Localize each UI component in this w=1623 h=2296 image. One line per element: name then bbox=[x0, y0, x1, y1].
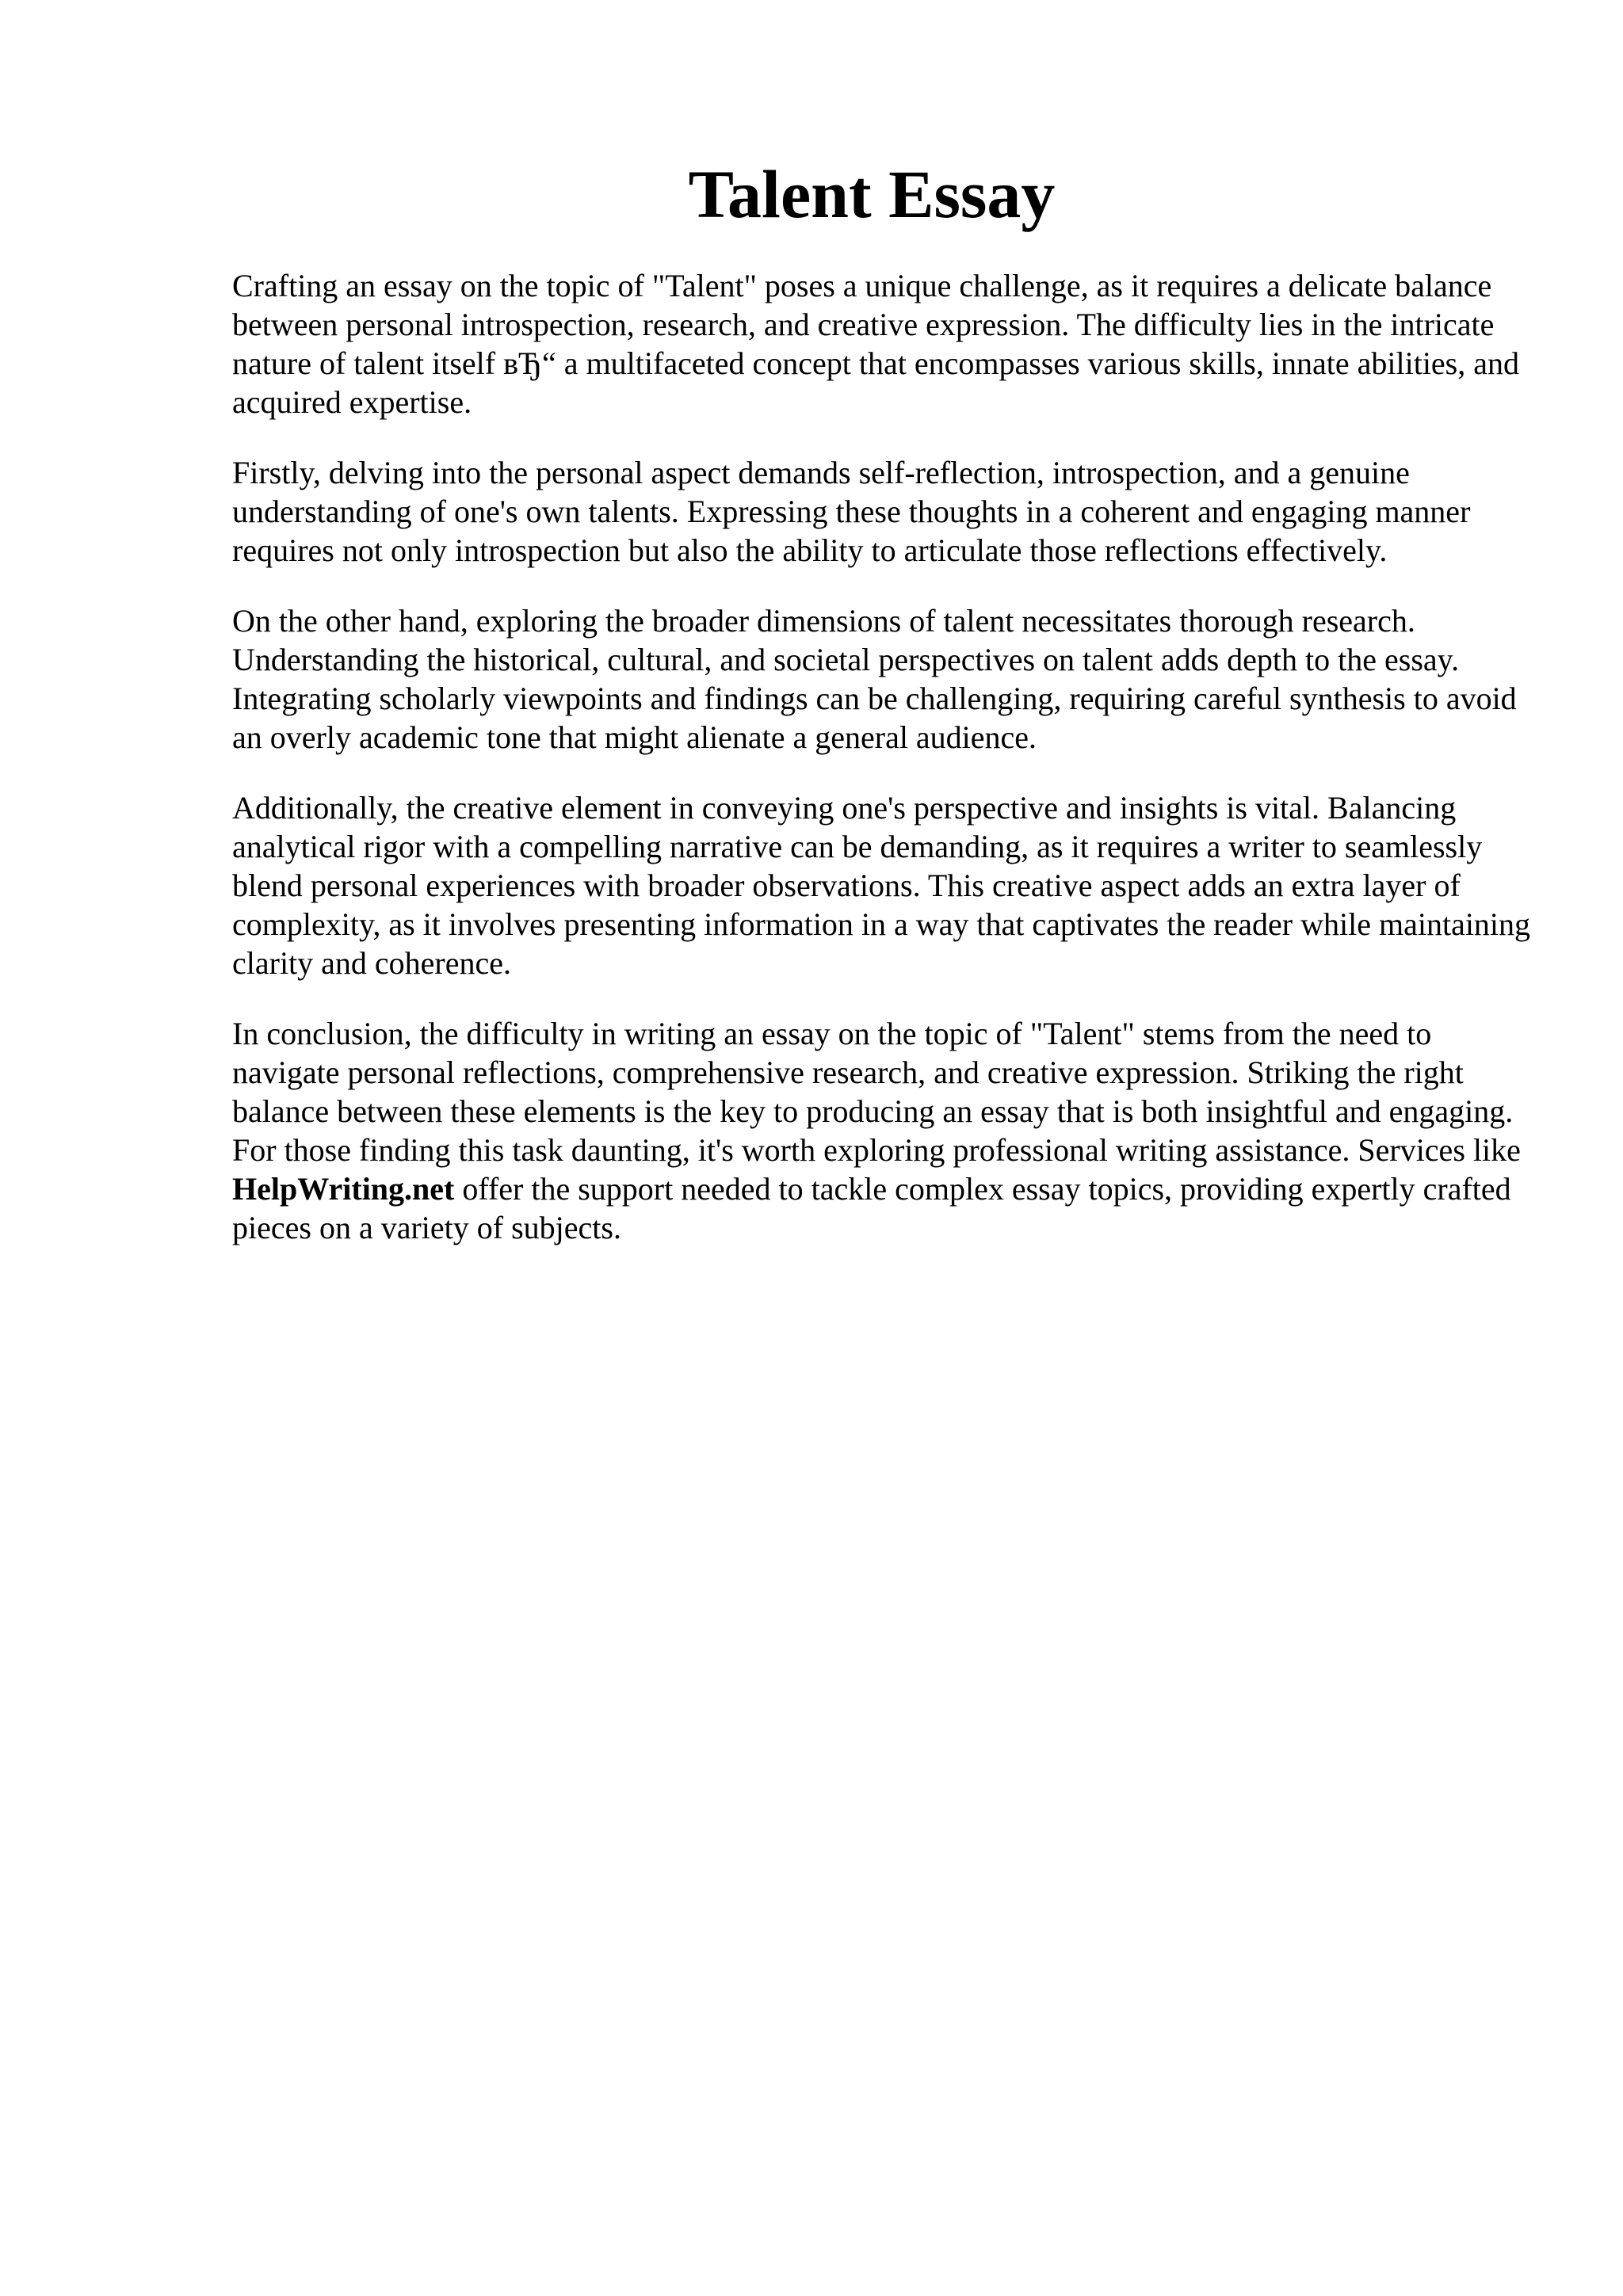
conclusion-text-before: In conclusion, the difficulty in writing an essay on the topic of "Talent" stems from the need to navigate personal reflections, comprehensive research, and creative expression. Striking the right balance between these elements is the key to producing an essay that is both insightful and engaging. For those finding this task daunting, it's worth exploring professional writing assistance. Services like bbox=[232, 1016, 1521, 1168]
document-body bbox=[232, 266, 1532, 1279]
helpwriting-link[interactable]: HelpWriting.net bbox=[232, 1171, 455, 1207]
paragraph-1: Crafting an essay on the topic of "Talent" poses a unique challenge, as it requires a delicate balance between personal introspection, research, and creative expression. The difficulty lies in the intricate nature of talent itself вЂ“ a multifaceted concept that encompasses various skills, innate abilities, and acquired expertise. bbox=[232, 268, 1520, 420]
paragraph-4: Additionally, the creative element in conveying one's perspective and insights is vital. Balancing analytical rigor with a compelling narrative can be demanding, as it requires a writer to seamlessly blend personal experiences with broader observations. This creative aspect adds an extra layer of complexity, as it involves presenting information in a way that captivates the reader while maintaining clarity and coherence. bbox=[232, 790, 1531, 981]
paragraph-2: Firstly, delving into the personal aspect demands self-reflection, introspection, and a genuine understanding of one's own talents. Expressing these thoughts in a coherent and engaging manner requires not only introspection but also the ability to articulate those reflections effectively. bbox=[232, 455, 1471, 568]
conclusion-text-after: offer the support needed to tackle complex essay topics, providing expertly crafted pieces on a variety of subjects. bbox=[232, 1171, 1511, 1245]
paragraph-conclusion bbox=[232, 1014, 1532, 1247]
paragraph-3: On the other hand, exploring the broader dimensions of talent necessitates thorough research. Understanding the historical, cultural, and societal perspectives on talent adds depth to the essay. Integrating scholarly viewpoints and findings can be challenging, requiring careful synthesis to avoid an overly academic tone that might alienate a general audience. bbox=[232, 603, 1517, 755]
document-title: Talent Essay bbox=[688, 156, 1056, 232]
